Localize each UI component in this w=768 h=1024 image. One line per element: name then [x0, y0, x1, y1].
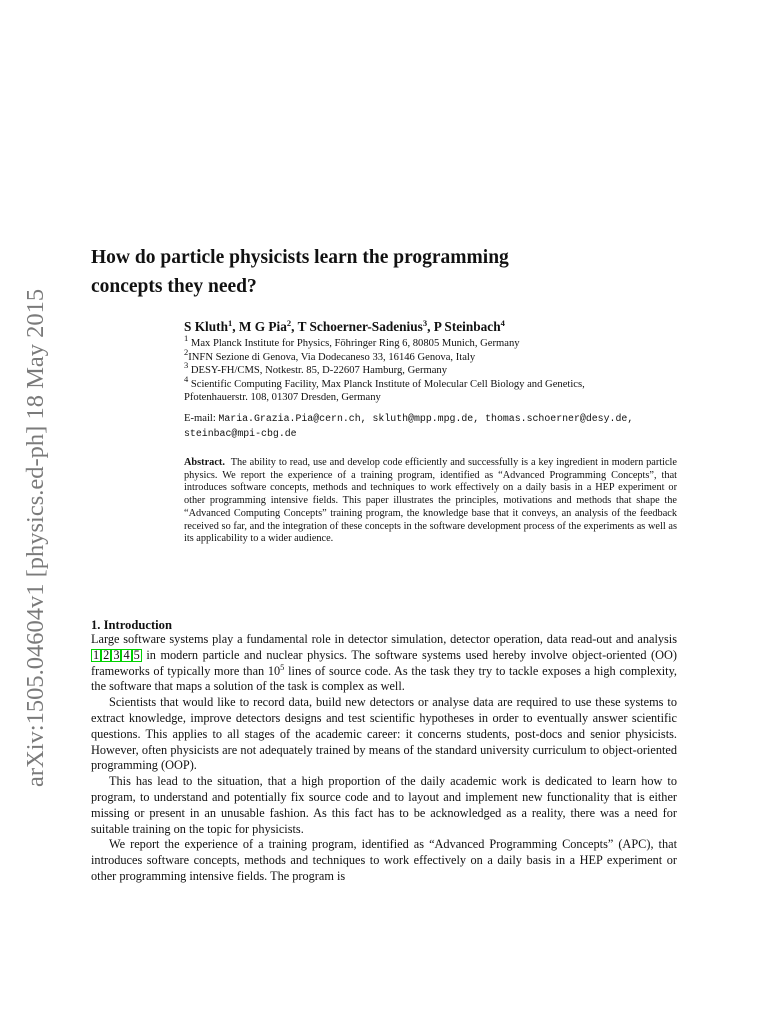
author-name: P Steinbach [433, 319, 501, 334]
affiliation-2 [184, 346, 684, 365]
email-addresses-line-2: steinbac@mpi-cbg.de [184, 428, 297, 439]
author-name: S Kluth [184, 319, 228, 334]
paragraph-text: lines of source code. As the task they try to tackle exposes a high complexity, the software that maps a solution of the task is complex as well. [91, 663, 677, 694]
author-affiliation-marker: 3 [422, 318, 428, 328]
introduction-body [91, 632, 677, 885]
section-heading-introduction: 1. Introduction [91, 618, 172, 632]
author-name: M G Pia [238, 319, 287, 334]
abstract [184, 457, 677, 546]
citation-link[interactable]: 2 [103, 647, 110, 662]
affiliation-text: INFN Sezione di Genova, Via Dodecaneso 33, 16146 Genova, Italy [188, 351, 476, 363]
author-separator: , [427, 319, 434, 334]
citation-link[interactable]: 3 [113, 647, 120, 662]
paper-title-line-1: How do particle physicists learn the programming [91, 247, 509, 268]
author-affiliation-marker: 1 [227, 318, 233, 328]
affiliation-1 [184, 333, 684, 351]
affiliation-3 [184, 360, 684, 378]
affiliation-marker: 3 [184, 360, 189, 370]
affiliation-text-continued: Pfotenhauerstr. 108, 01307 Dresden, Germany [184, 392, 381, 403]
affiliation-marker: 1 [184, 333, 189, 343]
email-addresses-line-1: Maria.Grazia.Pia@cern.ch, skluth@mpp.mpg.de, thomas.schoerner@desy.de, [218, 413, 634, 424]
author-separator: , [291, 319, 298, 334]
author-affiliation-marker: 4 [500, 318, 505, 328]
author-list [184, 317, 684, 337]
affiliation-text: Scientific Computing Facility, Max Planck Institute of Molecular Cell Biology and Genetics, [188, 378, 585, 390]
exponent: 5 [280, 661, 285, 672]
paragraph [91, 632, 677, 695]
arxiv-identifier-stamp: arXiv:1505.04604v1 [physics.ed-ph] 18 May 2015 [22, 288, 49, 787]
citation-link[interactable]: 1 [93, 647, 100, 662]
paragraph: We report the experience of a training program, identified as “Advanced Programming Concepts” (APC), that introduces software concepts, methods and techniques to work effectively on a daily basis in a HEP experiment or other programming intensive fields. The program is [91, 837, 677, 883]
email-label: E-mail: [184, 413, 219, 424]
paragraph-text: Large software systems play a fundamental role in detector simulation, detector operation, data read-out and analysis [91, 632, 677, 646]
affiliation-text: Max Planck Institute for Physics, Föhringer Ring 6, 80805 Munich, Germany [188, 338, 520, 349]
paragraph-text: in modern particle and nuclear physics. The software systems used hereby involve object-oriented (OO) frameworks of typically more than 10 [91, 647, 677, 678]
affiliation-4 [184, 373, 684, 405]
abstract-text: The ability to read, use and develop code efficiently and successfully is a key ingredient in modern particle physics. We report the experience of a training program, identified as “Advanced Programming Concepts”, that introduces software concepts, methods and techniques to work effectively on a daily basis in a HEP experiment or other programming intensive fields. This paper illustrates the principles, motivations and methods that shape the “Advanced Computing Concepts” training program, the knowledge base that it conveys, an analysis of the feedback received so far, and the integration of these concepts in the software development process of the experiments as well as its applicability to a wider audience. [184, 457, 677, 545]
affiliation-marker: 2 [184, 346, 189, 357]
paragraph: This has lead to the situation, that a high proportion of the daily academic work is dedicated to learn how to program, to understand and potentially fix source code and to layout and implement new functionality that is either missing or present in an unusable fashion. As this fact has to be acknowledged as a reality, there was a need for suitable training on the topic for physicists. [91, 774, 677, 836]
author-name: T Schoerner-Sadenius [297, 319, 423, 334]
affiliation-list [184, 333, 684, 405]
author-affiliation-marker: 2 [286, 318, 292, 328]
abstract-label: Abstract. [184, 457, 225, 468]
citation-link[interactable]: 5 [133, 647, 140, 662]
affiliation-text: DESY-FH/CMS, Notkestr. 85, D-22607 Hamburg, Germany [188, 365, 448, 376]
paragraph: Scientists that would like to record data, build new detectors or analyse data are required to use these systems to extract knowledge, improve detectors designs and test scientific hypotheses in order to eventually answer scientific questions. This applies to all stages of the academic career: it concerns students, post-docs and senior physicists. However, often physicists are not adequately trained by means of the standard university curriculum to object-oriented programming (OOP). [91, 695, 677, 773]
contact-emails [184, 411, 684, 441]
paper-title-line-2: concepts they need? [91, 276, 257, 297]
citation-link[interactable]: 4 [123, 647, 130, 662]
paper-title [91, 243, 691, 301]
author-separator: , [232, 319, 239, 334]
affiliation-marker: 4 [184, 373, 189, 384]
